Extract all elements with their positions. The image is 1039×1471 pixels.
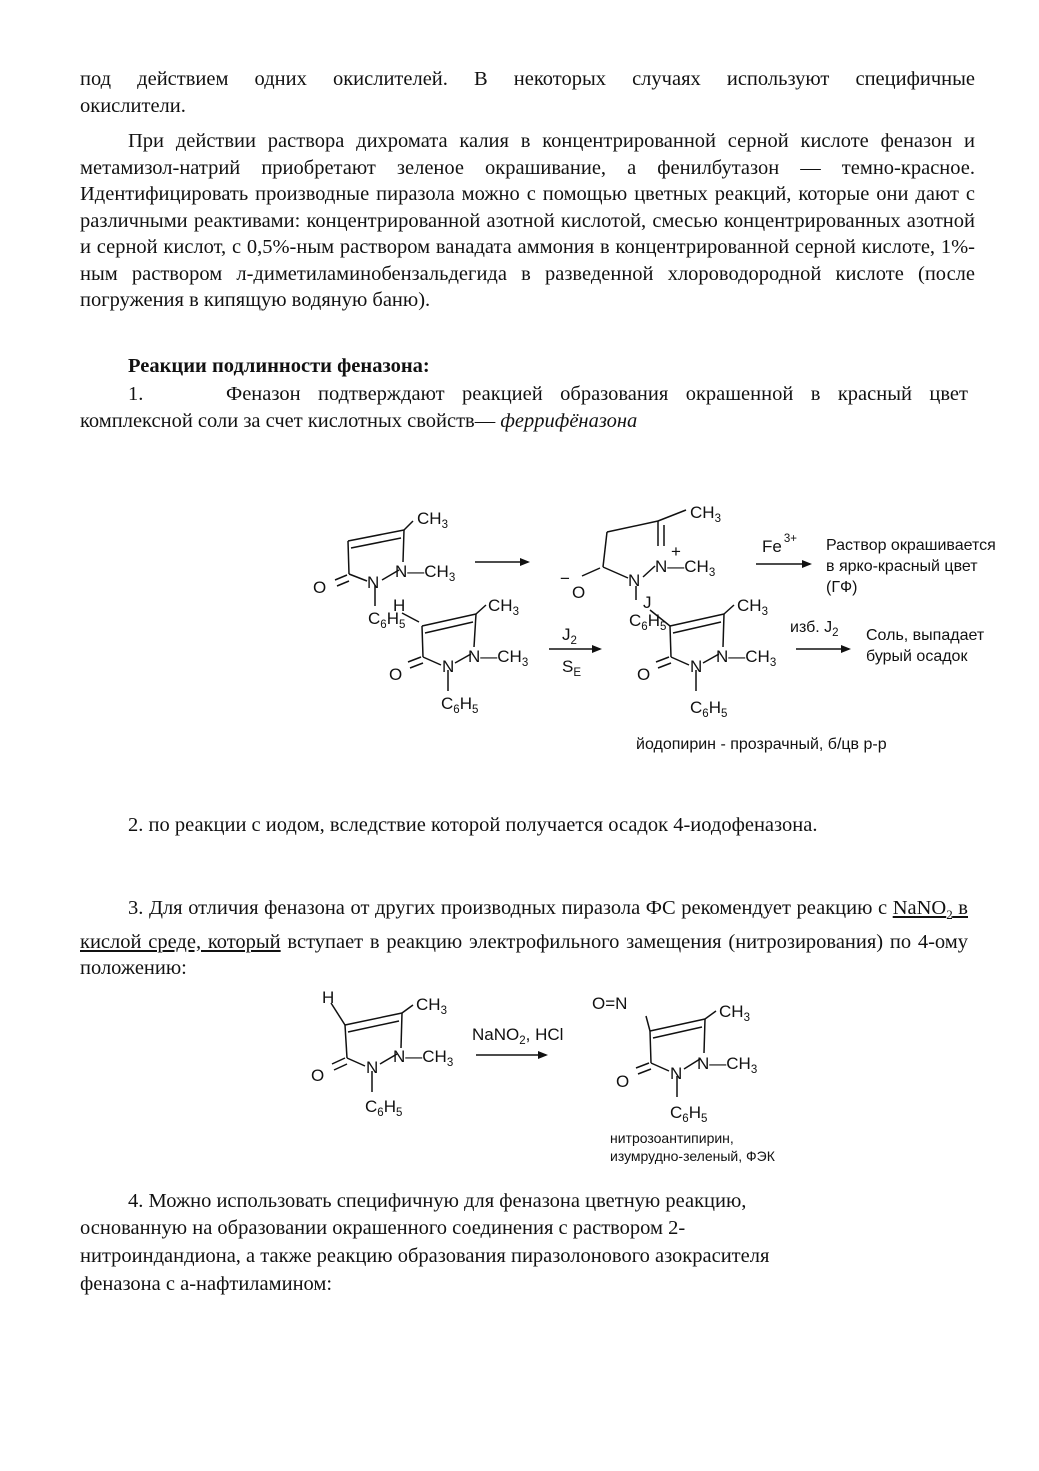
enolate-structure — [560, 503, 721, 633]
item-4-line-1: 4. Можно использовать специфичную для феназона цветную реакцию, — [128, 1190, 747, 1212]
se-label: $S_E$ — [562, 657, 582, 679]
svg-text:CH3: $CH_3$ — [416, 995, 447, 1017]
result-2-line-1: Соль, выпадает — [866, 627, 985, 644]
section-heading: Реакции подлинности феназона: — [128, 355, 430, 377]
svg-text:N: N — [690, 657, 703, 676]
svg-text:N—CH3: $N—CH_3$ — [655, 557, 716, 579]
svg-text:N: N — [442, 657, 455, 676]
item-4-line-3: нитроиндандиона, а также реакцию образования пиразолонового азокрасителя — [80, 1245, 770, 1267]
phenazone-structure-2 — [389, 596, 528, 716]
svg-text:N: N — [367, 573, 380, 592]
svg-text:N—CH3: $N—CH_3$ — [697, 1054, 758, 1076]
svg-text:N: N — [628, 571, 641, 590]
svg-text:CH3: $CH_3$ — [488, 596, 519, 618]
excess-iodine-reagent: изб. $J_2$ — [790, 619, 839, 639]
svg-text:H: H — [322, 988, 335, 1007]
nitroso-label-line-1: нитрозоантипирин, — [610, 1130, 734, 1146]
svg-text:O: O — [313, 578, 327, 597]
result-2-line-2: бурый осадок — [866, 648, 968, 665]
svg-text:C6H5: $C_6H_5$ — [690, 698, 728, 720]
svg-text:N—CH3: $N—CH_3$ — [468, 647, 529, 669]
svg-text:N: N — [366, 1058, 379, 1077]
phenazone-structure-3 — [311, 988, 453, 1119]
item-2: 2. по реакции с иодом, вследствие которой получается осадок 4-иодофеназона. — [128, 814, 818, 836]
iodine-reagent: $J_2$ — [562, 625, 577, 647]
svg-text:C6H5: $C_6H_5$ — [441, 694, 479, 716]
svg-text:+: + — [671, 542, 681, 561]
item-1-text: Феназон подтверждают реакцией образования окрашенной в красный цвет комплексной соли за счет кислотных свойств— — [80, 383, 968, 432]
result-1-line-2: в ярко-красный цвет — [826, 558, 978, 575]
svg-text:O: O — [572, 583, 586, 602]
nitroso-group: O=N — [592, 994, 628, 1013]
result-1-line-1: Раствор окрашивается — [826, 537, 996, 554]
svg-text:O: O — [389, 665, 403, 684]
svg-text:J: J — [643, 593, 652, 612]
paragraph-2: При действии раствора дихромата калия в концентрированной серной кислоте феназон и метамизол-натрий приобретают зеленое окрашивание, а фенилбутазон — темно-красное. Идентифицировать производные пиразола можно с помощью цветных реакций, которые они дают с различными реактивами: концентрированной азотной кислотой, смесью концентрированных азотной и серной кислот, с 0,5%-ным раствором ванадата аммония в концентрированной серной кислоте, 1%-ным раствором л-диметиламинобензальдегида в разведенной хлороводородной кислоте (после погружения в кипящую водяную баню). — [80, 130, 975, 311]
svg-text:CH3: $CH_3$ — [690, 503, 721, 525]
svg-text:N: N — [670, 1064, 683, 1083]
nitrite-reagent: NaNO$_2$, HCl — [472, 1025, 564, 1047]
item-4-line-4: феназона с а-нафтиламином: — [80, 1273, 333, 1295]
item-3-nano: NaNO$_2$ в кислой среде, который — [80, 897, 968, 953]
svg-text:O: O — [637, 665, 651, 684]
item-4-line-2: основанную на образовании окрашенного соединения с раствором 2- — [80, 1217, 686, 1239]
svg-text:CH3: $CH_3$ — [719, 1002, 750, 1024]
svg-text:O: O — [311, 1066, 325, 1085]
svg-text:C6H5: $C_6H_5$ — [629, 611, 667, 633]
svg-text:CH3: $CH_3$ — [737, 596, 768, 618]
result-1-line-3: (ГФ) — [826, 579, 858, 596]
nitroso-label-line-2: изумрудно-зеленый, ФЭК — [610, 1148, 775, 1164]
item-1-number: 1. — [128, 383, 144, 405]
item-1-italic: феррифёназона — [500, 409, 638, 432]
svg-text:N—CH3: $N—CH_3$ — [395, 562, 456, 584]
phenazone-structure-1 — [313, 509, 455, 631]
fe-reagent: Fe $^{3+}$ — [762, 533, 797, 556]
item-3 — [80, 895, 968, 982]
svg-text:C6H5: $C_6H_5$ — [365, 1097, 403, 1119]
paragraph-1-line-1: под действием одних окислителей. В некоторых случаях используют специфичные — [80, 68, 975, 90]
svg-text:N—CH3: $N—CH_3$ — [716, 647, 777, 669]
item-3-prefix: 3. Для отличия феназона от других производных пиразола ФС рекомендует реакцию с — [128, 897, 893, 919]
nitrosoantipyrine-structure — [592, 994, 757, 1125]
svg-text:−: − — [560, 569, 570, 588]
svg-text:CH3: $CH_3$ — [417, 509, 448, 531]
iodopyrine-label: йодопирин - прозрачный, б/цв р-р — [636, 736, 887, 753]
svg-text:H: H — [393, 596, 406, 615]
svg-text:C6H5: $C_6H_5$ — [670, 1103, 708, 1125]
paragraph-1-line-2: окислители. — [80, 95, 186, 117]
item-3-suffix: вступает в реакцию электрофильного замещения (нитрозирования) по 4-ому положению: — [80, 930, 968, 980]
svg-text:O: O — [616, 1072, 630, 1091]
svg-text:N—CH3: $N—CH_3$ — [393, 1047, 454, 1069]
svg-text:C6H5: $C_6H_5$ — [368, 609, 406, 631]
